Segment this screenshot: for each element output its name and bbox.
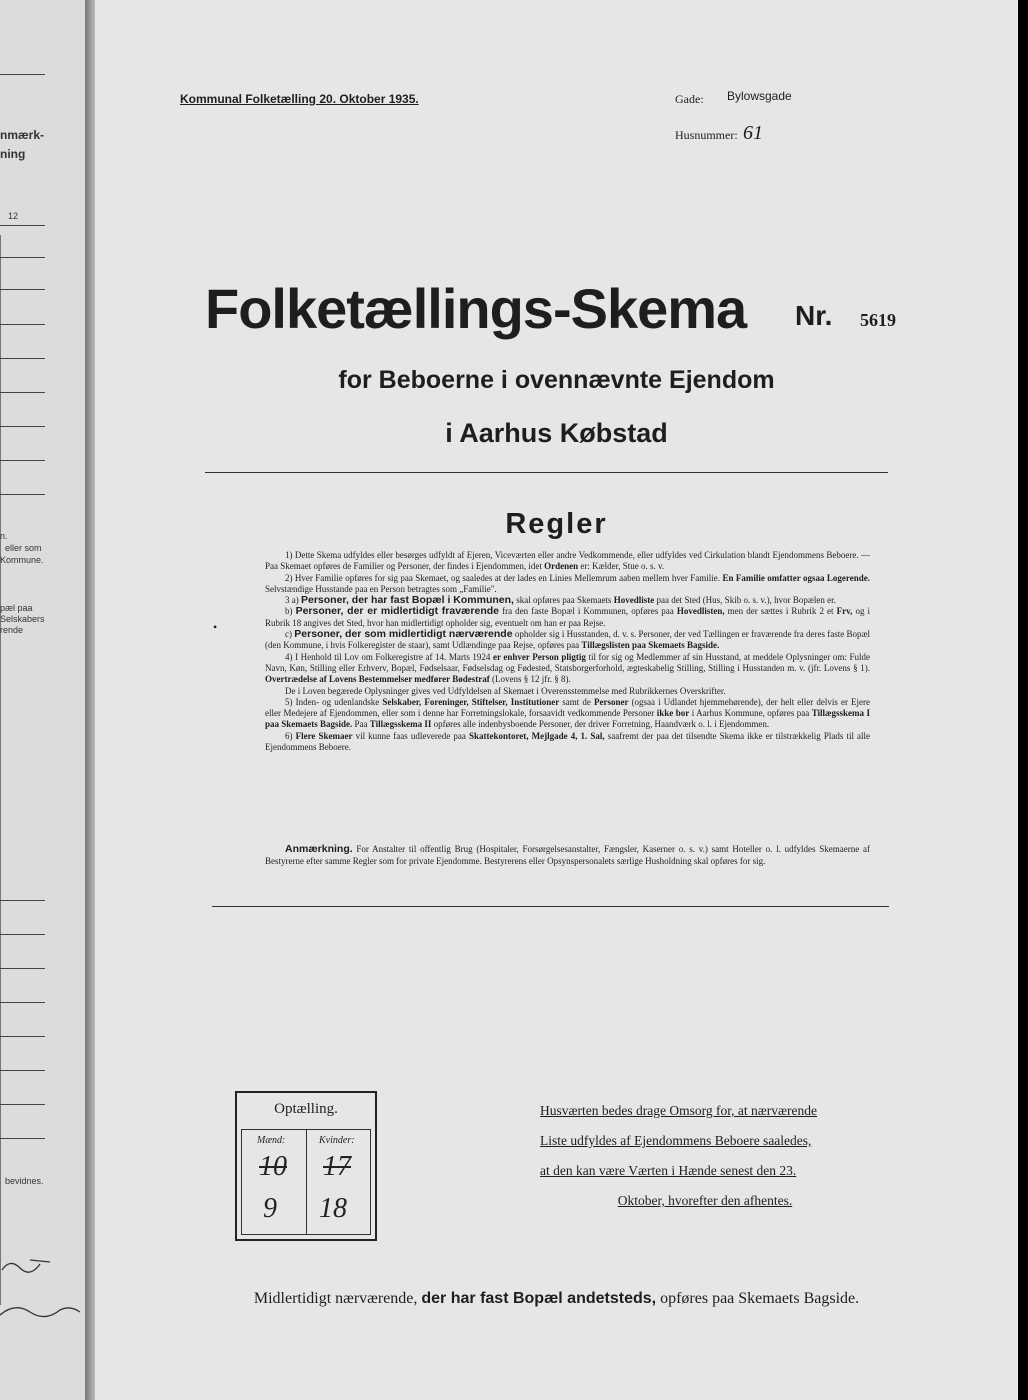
rule-emphasis: Tillægsskema II — [369, 719, 432, 730]
rule-paragraph — [265, 629, 870, 652]
rule-paragraph — [265, 606, 870, 629]
rule-text: er: Kælder, Stue o. s. v. — [580, 561, 665, 572]
rule-line — [0, 460, 45, 461]
rule-text: Selvstændige Husstande paa en Person betragtes som „Familie". — [265, 583, 497, 594]
rule-emphasis: Frv, — [836, 606, 853, 617]
men-count: 9 — [263, 1193, 277, 1224]
rule-text: 5) Inden- og udenlandske — [285, 696, 380, 707]
rule-line — [0, 1138, 45, 1139]
rule-line — [0, 1104, 45, 1105]
form-number-label: Nr. — [795, 300, 833, 331]
count-box-separator — [306, 1130, 307, 1235]
rule-text: Paa — [354, 719, 368, 730]
column-line — [0, 235, 1, 1305]
rule-line — [0, 1036, 45, 1037]
remark-label: Anmærkning. — [285, 843, 353, 855]
rule-line — [0, 1002, 45, 1003]
rule-line — [0, 494, 45, 495]
rule-line — [0, 324, 45, 325]
husnummer-label: Husnummer: — [675, 128, 738, 142]
rule-text: og i Rubrik 18 angives det Sted, hvor han midlertidigt opholder sig, eventuelt om han er paa Rejse. — [265, 606, 871, 628]
rule-text: men der sættes i Rubrik 2 et — [727, 606, 834, 617]
rule-text: opføres alle indenbysboende Personer, der driver Forretning, Haandværk o. l. i Ejendommen. — [433, 719, 770, 730]
fragment-text: nmærk- — [0, 128, 45, 142]
rule-emphasis: Personer, der som midlertidigt nærværende — [294, 628, 513, 641]
rules-body — [265, 550, 870, 753]
rule-text: fra den faste Bopæl i Kommunen, opføres paa — [502, 606, 674, 617]
landlord-notice — [540, 1096, 870, 1216]
rule-line — [0, 934, 45, 935]
remark-text: For Anstalter til offentlig Brug (Hospitaler, Forsørgelsesanstalter, Fængsler, Kaserner o. s. v.) samt Hoteller o. l. udfyldes Skemaerne af Bestyrerne efter samme Regler som for private Ejendomme. Bestyrerens eller Opsynspersonalets særlige Husholdning skal opføres for sig. — [265, 844, 870, 866]
rule-emphasis: Hovedliste — [613, 595, 655, 606]
rule-text: b) — [285, 606, 293, 617]
divider — [205, 472, 888, 473]
rule-emphasis: Tillægsskema I paa Skemaets Bagside. — [265, 708, 870, 730]
rule-line — [0, 392, 45, 393]
rule-emphasis: ikke bor — [656, 708, 690, 719]
rule-line — [0, 900, 45, 901]
rule-text: (Lovens § 12 jfr. § 8). — [491, 674, 571, 685]
rule-line — [0, 968, 45, 969]
rule-text: 1) Dette Skema udfyldes eller besørges udfyldt af Ejeren, Viceværten eller andre Vedkommende, eller udfyldes ved Cirkulation blandt Ejendommens Beboere. — Paa Skemaet opføres de Familier og Personer, der findes i Ejendommen, idet — [265, 550, 870, 572]
rule-text: saafremt der paa det tilsendte Skema ikke er tilstrækkelig Plads til alle Ejendommens Beboere. — [265, 730, 871, 753]
rule-text: samt de — [562, 696, 591, 707]
notice-line: Oktober, hvorefter den afhentes. — [617, 1193, 793, 1208]
fragment-text: rende — [0, 625, 24, 635]
remark-paragraph — [265, 844, 870, 867]
rule-text: til for sig og Medlemmer af sin Husstand, at meddele Oplysninger om: Fulde Navn, Køn, Stilling eller Erhverv, Bopæl, Fødselsaar, Fødselsdag og Fødested, Statsborgerforhold, ægteskabelig Stilling, Stilling i Husstanden m. v. (jfr. Lovens § 1). — [265, 651, 870, 673]
adjacent-page-fragment — [0, 0, 85, 1400]
rule-emphasis: Hovedlisten, — [676, 606, 725, 617]
rule-text: 2) Hver Familie opføres for sig paa Skemaet, og saaledes at der lades en Linies Mellemrum aaben mellem hver Familie. — [285, 572, 721, 583]
rule-text: skal opføres paa Skemaets — [516, 595, 612, 606]
footer-emphasis: der har fast Bopæl andetsteds, — [421, 1290, 657, 1307]
count-box-title: Optælling. — [274, 1101, 338, 1117]
rules-heading: Regler — [505, 508, 608, 540]
fragment-text: Kommune. — [0, 555, 44, 565]
fragment-text: bevidnes. — [5, 1176, 44, 1186]
rule-emphasis: Overtrædelse af Lovens Bestemmelser medfører Bødestraf — [265, 674, 490, 685]
margin-mark: • — [213, 620, 218, 634]
rule-text: paa det Sted (Hus, Skib o. s. v.), hvor Bopælen er. — [656, 595, 836, 606]
rule-emphasis: Personer, der er midlertidigt fraværende — [295, 605, 499, 618]
rule-emphasis: Tillægslisten paa Skemaets Bagside. — [581, 640, 720, 651]
rule-emphasis: Personer, der har fast Bopæl i Kommunen, — [301, 594, 514, 607]
rule-text: De i Loven begærede Oplysninger gives ved Udfyldelsen af Skemaet i Overensstemmelse med Rubrikkernes Overskrifter. — [285, 685, 726, 696]
notice-line: Liste udfyldes af Ejendommens Beboere saaledes, — [540, 1133, 812, 1148]
men-label: Mænd: — [257, 1135, 286, 1146]
footer-note — [95, 1290, 1018, 1308]
divider — [212, 906, 889, 907]
fragment-text: ning — [0, 147, 26, 161]
book-gutter — [85, 0, 95, 1400]
rule-emphasis: Selskaber, Foreninger, Stiftelser, Institutioner — [382, 696, 560, 707]
rule-text: i Aarhus Kommune, opføres paa — [691, 708, 810, 719]
rule-text: (ogsaa i Udlandet hjemmehørende), der helt eller delvis er Ejere eller Medejere af Ejendommen, eller som i denne har Forretningslokale, forsaavidt vedkommende Personer — [265, 696, 871, 719]
rule-line — [0, 289, 45, 290]
census-form-page — [95, 0, 1018, 1400]
rule-paragraph — [265, 652, 870, 686]
census-header: Kommunal Folketælling 20. Oktober 1935. — [180, 92, 419, 106]
rule-paragraph — [265, 731, 870, 754]
women-count-crossed: 17 — [323, 1151, 351, 1182]
husnummer-value: 61 — [743, 122, 763, 144]
rule-text: opholder sig i Husstanden, d. v. s. Personer, der ved Tællingen er fraværende fra deres faste Bopæl (den Kommune, i hvis Folkeregister de staar), samt Udlændinge paa Rejse, opføres paa — [265, 629, 871, 651]
rule-line — [0, 1070, 45, 1071]
women-count: 18 — [319, 1193, 347, 1224]
form-number-value: 5619 — [860, 310, 896, 330]
rule-line — [0, 358, 45, 359]
form-subtitle: for Beboerne i ovennævnte Ejendom — [338, 366, 775, 394]
men-count-crossed: 10 — [259, 1151, 287, 1182]
rule-emphasis: En Familie omfatter ogsaa Logerende. — [722, 572, 870, 583]
rule-text: 3 a) — [285, 595, 299, 606]
rule-paragraph — [265, 550, 870, 573]
rule-line — [0, 225, 45, 226]
rule-line — [0, 426, 45, 427]
rule-emphasis: Flere Skemaer — [295, 730, 353, 741]
fragment-text: pæl paa — [0, 603, 33, 613]
rule-text: 4) I Henhold til Lov om Folkeregistre af 14. Marts 1924 — [285, 651, 491, 662]
rule-text: 6) — [285, 730, 293, 741]
rule-paragraph — [265, 697, 870, 731]
rule-paragraph — [265, 686, 870, 697]
notice-line: Husværten bedes drage Omsorg for, at nærværende — [540, 1103, 818, 1118]
rule-paragraph — [265, 573, 870, 596]
form-subtitle-city: i Aarhus Købstad — [445, 418, 668, 448]
form-title: Folketællings-Skema — [205, 277, 747, 340]
fragment-text: Selskabers — [0, 614, 45, 624]
rule-emphasis: Ordenen — [544, 561, 579, 572]
rule-line — [0, 257, 45, 258]
footer-text: Midlertidigt nærværende, — [253, 1290, 418, 1307]
rule-text: c) — [285, 629, 292, 640]
rule-emphasis: er enhver Person pligtig — [493, 651, 586, 662]
rule-text: vil kunne faas udleverede paa — [355, 730, 466, 741]
rule-emphasis: Personer — [593, 696, 629, 707]
fragment-text: eller som — [5, 543, 42, 553]
gade-label: Gade: — [675, 92, 704, 106]
fragment-text: n. — [0, 531, 8, 541]
count-box — [235, 1091, 377, 1241]
fragment-text: 12 — [8, 211, 19, 221]
women-label: Kvinder: — [319, 1135, 355, 1146]
gade-value: Bylowsgade — [727, 89, 792, 103]
notice-line: at den kan være Værten i Hænde senest den 23. — [540, 1163, 797, 1178]
footer-text: opføres paa Skemaets Bagside. — [660, 1290, 860, 1307]
rule-emphasis: Skattekontoret, Mejlgade 4, 1. Sal, — [468, 730, 605, 741]
rule-line — [0, 74, 45, 75]
signature-scribble — [0, 1240, 85, 1330]
